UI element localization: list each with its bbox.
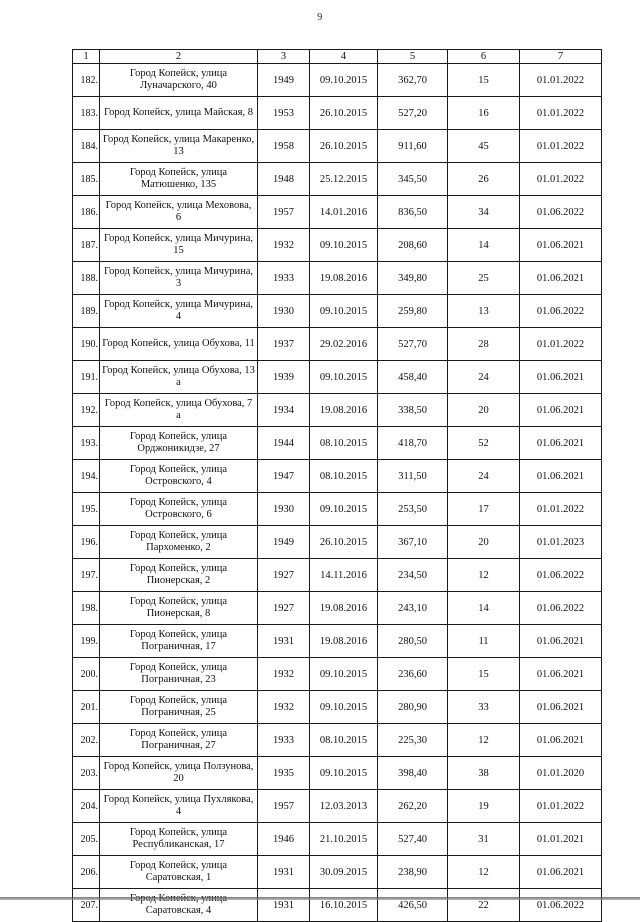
build-year-cell: 1932 bbox=[258, 229, 310, 262]
area-cell: 398,40 bbox=[378, 757, 448, 790]
date-cell: 08.10.2015 bbox=[310, 427, 378, 460]
row-number-cell: 195. bbox=[73, 493, 100, 526]
area-cell: 243,10 bbox=[378, 592, 448, 625]
build-year-cell: 1933 bbox=[258, 724, 310, 757]
build-year-cell: 1958 bbox=[258, 130, 310, 163]
build-year-cell: 1949 bbox=[258, 526, 310, 559]
area-cell: 259,80 bbox=[378, 295, 448, 328]
count-cell: 26 bbox=[448, 163, 520, 196]
count-cell: 22 bbox=[448, 889, 520, 922]
date-cell: 19.08.2016 bbox=[310, 262, 378, 295]
area-cell: 238,90 bbox=[378, 856, 448, 889]
date-cell: 21.10.2015 bbox=[310, 823, 378, 856]
area-cell: 426,50 bbox=[378, 889, 448, 922]
build-year-cell: 1953 bbox=[258, 97, 310, 130]
row-number-cell: 204. bbox=[73, 790, 100, 823]
table-body bbox=[73, 64, 602, 922]
date-cell: 16.10.2015 bbox=[310, 889, 378, 922]
deadline-cell: 01.06.2022 bbox=[520, 196, 602, 229]
area-cell: 527,20 bbox=[378, 97, 448, 130]
area-cell: 338,50 bbox=[378, 394, 448, 427]
date-cell: 26.10.2015 bbox=[310, 97, 378, 130]
row-number-cell: 198. bbox=[73, 592, 100, 625]
address-cell: Город Копейск, улица Обухова, 11 bbox=[100, 328, 258, 361]
build-year-cell: 1932 bbox=[258, 691, 310, 724]
deadline-cell: 01.06.2021 bbox=[520, 724, 602, 757]
area-cell: 349,80 bbox=[378, 262, 448, 295]
address-cell: Город Копейск, улица Мичурина, 15 bbox=[100, 229, 258, 262]
count-cell: 28 bbox=[448, 328, 520, 361]
deadline-cell: 01.06.2021 bbox=[520, 658, 602, 691]
build-year-cell: 1927 bbox=[258, 592, 310, 625]
deadline-cell: 01.01.2022 bbox=[520, 328, 602, 361]
build-year-cell: 1948 bbox=[258, 163, 310, 196]
address-cell: Город Копейск, улица Меховова, 6 bbox=[100, 196, 258, 229]
build-year-cell: 1947 bbox=[258, 460, 310, 493]
count-cell: 12 bbox=[448, 724, 520, 757]
row-number-cell: 207. bbox=[73, 889, 100, 922]
date-cell: 09.10.2015 bbox=[310, 691, 378, 724]
address-cell: Город Копейск, улица Пограничная, 17 bbox=[100, 625, 258, 658]
count-cell: 13 bbox=[448, 295, 520, 328]
count-cell: 24 bbox=[448, 361, 520, 394]
address-cell: Город Копейск, улица Майская, 8 bbox=[100, 97, 258, 130]
column-header: 2 bbox=[100, 50, 258, 64]
row-number-cell: 182. bbox=[73, 64, 100, 97]
date-cell: 09.10.2015 bbox=[310, 757, 378, 790]
build-year-cell: 1935 bbox=[258, 757, 310, 790]
deadline-cell: 01.06.2021 bbox=[520, 427, 602, 460]
date-cell: 19.08.2016 bbox=[310, 592, 378, 625]
deadline-cell: 01.06.2022 bbox=[520, 559, 602, 592]
table-row bbox=[73, 526, 602, 559]
build-year-cell: 1931 bbox=[258, 856, 310, 889]
build-year-cell: 1930 bbox=[258, 493, 310, 526]
column-number-row bbox=[73, 50, 602, 64]
column-header: 4 bbox=[310, 50, 378, 64]
deadline-cell: 01.06.2021 bbox=[520, 361, 602, 394]
table-row bbox=[73, 790, 602, 823]
row-number-cell: 185. bbox=[73, 163, 100, 196]
area-cell: 362,70 bbox=[378, 64, 448, 97]
deadline-cell: 01.01.2022 bbox=[520, 97, 602, 130]
area-cell: 280,50 bbox=[378, 625, 448, 658]
deadline-cell: 01.06.2022 bbox=[520, 592, 602, 625]
table-row bbox=[73, 229, 602, 262]
date-cell: 09.10.2015 bbox=[310, 64, 378, 97]
row-number-cell: 205. bbox=[73, 823, 100, 856]
count-cell: 24 bbox=[448, 460, 520, 493]
area-cell: 234,50 bbox=[378, 559, 448, 592]
area-cell: 836,50 bbox=[378, 196, 448, 229]
count-cell: 15 bbox=[448, 64, 520, 97]
address-cell: Город Копейск, улица Пограничная, 27 bbox=[100, 724, 258, 757]
row-number-cell: 199. bbox=[73, 625, 100, 658]
column-header: 3 bbox=[258, 50, 310, 64]
count-cell: 11 bbox=[448, 625, 520, 658]
table-row bbox=[73, 328, 602, 361]
row-number-cell: 202. bbox=[73, 724, 100, 757]
deadline-cell: 01.06.2021 bbox=[520, 691, 602, 724]
build-year-cell: 1931 bbox=[258, 889, 310, 922]
build-year-cell: 1939 bbox=[258, 361, 310, 394]
build-year-cell: 1944 bbox=[258, 427, 310, 460]
deadline-cell: 01.01.2023 bbox=[520, 526, 602, 559]
build-year-cell: 1930 bbox=[258, 295, 310, 328]
address-cell: Город Копейск, улица Пограничная, 25 bbox=[100, 691, 258, 724]
table-row bbox=[73, 97, 602, 130]
table-row bbox=[73, 592, 602, 625]
date-cell: 26.10.2015 bbox=[310, 130, 378, 163]
date-cell: 09.10.2015 bbox=[310, 229, 378, 262]
row-number-cell: 184. bbox=[73, 130, 100, 163]
row-number-cell: 186. bbox=[73, 196, 100, 229]
area-cell: 225,30 bbox=[378, 724, 448, 757]
table-row bbox=[73, 460, 602, 493]
column-header: 1 bbox=[73, 50, 100, 64]
address-cell: Саратовская, 4 bbox=[100, 889, 258, 922]
area-cell: 208,60 bbox=[378, 229, 448, 262]
address-cell: Город Копейск, улица Макаренко, 13 bbox=[100, 130, 258, 163]
area-cell: 262,20 bbox=[378, 790, 448, 823]
count-cell: 14 bbox=[448, 229, 520, 262]
table-row bbox=[73, 724, 602, 757]
address-cell: Город Копейск, улица Пухлякова, 4 bbox=[100, 790, 258, 823]
page-bottom-edge bbox=[0, 897, 640, 900]
table-row bbox=[73, 361, 602, 394]
area-cell: 345,50 bbox=[378, 163, 448, 196]
address-cell: Город Копейск, улица Луначарского, 40 bbox=[100, 64, 258, 97]
deadline-cell: 01.06.2021 bbox=[520, 460, 602, 493]
address-cell: Город Копейск, улица Республиканская, 17 bbox=[100, 823, 258, 856]
column-header: 7 bbox=[520, 50, 602, 64]
date-cell: 25.12.2015 bbox=[310, 163, 378, 196]
table-row bbox=[73, 163, 602, 196]
deadline-cell: 01.06.2021 bbox=[520, 394, 602, 427]
build-year-cell: 1949 bbox=[258, 64, 310, 97]
table-row bbox=[73, 889, 602, 922]
date-cell: 09.10.2015 bbox=[310, 295, 378, 328]
count-cell: 20 bbox=[448, 394, 520, 427]
table-row bbox=[73, 394, 602, 427]
deadline-cell: 01.01.2022 bbox=[520, 64, 602, 97]
count-cell: 15 bbox=[448, 658, 520, 691]
table-row bbox=[73, 559, 602, 592]
build-year-cell: 1957 bbox=[258, 790, 310, 823]
count-cell: 33 bbox=[448, 691, 520, 724]
deadline-cell: 01.01.2022 bbox=[520, 163, 602, 196]
column-header: 6 bbox=[448, 50, 520, 64]
count-cell: 12 bbox=[448, 856, 520, 889]
build-year-cell: 1932 bbox=[258, 658, 310, 691]
date-cell: 08.10.2015 bbox=[310, 724, 378, 757]
row-number-cell: 190. bbox=[73, 328, 100, 361]
area-cell: 911,60 bbox=[378, 130, 448, 163]
count-cell: 45 bbox=[448, 130, 520, 163]
area-cell: 280,90 bbox=[378, 691, 448, 724]
housing-register-table bbox=[72, 49, 602, 922]
table-row bbox=[73, 427, 602, 460]
area-cell: 418,70 bbox=[378, 427, 448, 460]
address-cell: Город Копейск, улица Пограничная, 23 bbox=[100, 658, 258, 691]
table-row bbox=[73, 130, 602, 163]
deadline-cell: 01.06.2021 bbox=[520, 625, 602, 658]
area-cell: 236,60 bbox=[378, 658, 448, 691]
date-cell: 09.10.2015 bbox=[310, 361, 378, 394]
row-number-cell: 203. bbox=[73, 757, 100, 790]
address-cell: Город Копейск, улица Пархоменко, 2 bbox=[100, 526, 258, 559]
address-cell: Город Копейск, улица Орджоникидзе, 27 bbox=[100, 427, 258, 460]
area-cell: 253,50 bbox=[378, 493, 448, 526]
count-cell: 25 bbox=[448, 262, 520, 295]
date-cell: 09.10.2015 bbox=[310, 493, 378, 526]
count-cell: 17 bbox=[448, 493, 520, 526]
table-row bbox=[73, 493, 602, 526]
table-row bbox=[73, 856, 602, 889]
address-cell: Город Копейск, улица Пионерская, 8 bbox=[100, 592, 258, 625]
date-cell: 14.11.2016 bbox=[310, 559, 378, 592]
table-row bbox=[73, 658, 602, 691]
date-cell: 19.08.2016 bbox=[310, 394, 378, 427]
date-cell: 12.03.2013 bbox=[310, 790, 378, 823]
date-cell: 26.10.2015 bbox=[310, 526, 378, 559]
address-cell: Город Копейск, улица Саратовская, 1 bbox=[100, 856, 258, 889]
table-row bbox=[73, 691, 602, 724]
row-number-cell: 189. bbox=[73, 295, 100, 328]
deadline-cell: 01.06.2022 bbox=[520, 889, 602, 922]
deadline-cell: 01.01.2020 bbox=[520, 757, 602, 790]
count-cell: 52 bbox=[448, 427, 520, 460]
build-year-cell: 1933 bbox=[258, 262, 310, 295]
area-cell: 527,40 bbox=[378, 823, 448, 856]
build-year-cell: 1937 bbox=[258, 328, 310, 361]
build-year-cell: 1927 bbox=[258, 559, 310, 592]
deadline-cell: 01.01.2022 bbox=[520, 493, 602, 526]
table-row bbox=[73, 295, 602, 328]
deadline-cell: 01.01.2021 bbox=[520, 823, 602, 856]
area-cell: 458,40 bbox=[378, 361, 448, 394]
address-cell: Город Копейск, улица Островского, 4 bbox=[100, 460, 258, 493]
count-cell: 19 bbox=[448, 790, 520, 823]
date-cell: 09.10.2015 bbox=[310, 658, 378, 691]
build-year-cell: 1934 bbox=[258, 394, 310, 427]
build-year-cell: 1957 bbox=[258, 196, 310, 229]
row-number-cell: 187. bbox=[73, 229, 100, 262]
count-cell: 14 bbox=[448, 592, 520, 625]
row-number-cell: 191. bbox=[73, 361, 100, 394]
area-cell: 311,50 bbox=[378, 460, 448, 493]
row-number-cell: 192. bbox=[73, 394, 100, 427]
deadline-cell: 01.01.2022 bbox=[520, 130, 602, 163]
address-cell: Город Копейск, улица Мичурина, 3 bbox=[100, 262, 258, 295]
address-cell: Город Копейск, улица Обухова, 13 а bbox=[100, 361, 258, 394]
address-cell: Город Копейск, улица Матюшенко, 135 bbox=[100, 163, 258, 196]
area-cell: 527,70 bbox=[378, 328, 448, 361]
deadline-cell: 01.06.2021 bbox=[520, 856, 602, 889]
row-number-cell: 188. bbox=[73, 262, 100, 295]
address-cell: Город Копейск, улица Ползунова, 20 bbox=[100, 757, 258, 790]
table-row bbox=[73, 757, 602, 790]
count-cell: 20 bbox=[448, 526, 520, 559]
row-number-cell: 206. bbox=[73, 856, 100, 889]
date-cell: 08.10.2015 bbox=[310, 460, 378, 493]
build-year-cell: 1946 bbox=[258, 823, 310, 856]
table-row bbox=[73, 823, 602, 856]
row-number-cell: 196. bbox=[73, 526, 100, 559]
row-number-cell: 183. bbox=[73, 97, 100, 130]
address-cell: Город Копейск, улица Обухова, 7 а bbox=[100, 394, 258, 427]
row-number-cell: 193. bbox=[73, 427, 100, 460]
row-number-cell: 200. bbox=[73, 658, 100, 691]
date-cell: 29.02.2016 bbox=[310, 328, 378, 361]
row-number-cell: 197. bbox=[73, 559, 100, 592]
address-cell: Город Копейск, улица Мичурина, 4 bbox=[100, 295, 258, 328]
address-cell: Город Копейск, улица Островского, 6 bbox=[100, 493, 258, 526]
table-row bbox=[73, 196, 602, 229]
table-row bbox=[73, 625, 602, 658]
date-cell: 19.08.2016 bbox=[310, 625, 378, 658]
count-cell: 31 bbox=[448, 823, 520, 856]
count-cell: 34 bbox=[448, 196, 520, 229]
count-cell: 38 bbox=[448, 757, 520, 790]
deadline-cell: 01.06.2021 bbox=[520, 229, 602, 262]
page-number: 9 bbox=[317, 12, 323, 23]
area-cell: 367,10 bbox=[378, 526, 448, 559]
table-row bbox=[73, 262, 602, 295]
row-number-cell: 201. bbox=[73, 691, 100, 724]
deadline-cell: 01.06.2021 bbox=[520, 262, 602, 295]
row-number-cell: 194. bbox=[73, 460, 100, 493]
count-cell: 16 bbox=[448, 97, 520, 130]
deadline-cell: 01.06.2022 bbox=[520, 295, 602, 328]
count-cell: 12 bbox=[448, 559, 520, 592]
date-cell: 30.09.2015 bbox=[310, 856, 378, 889]
column-header: 5 bbox=[378, 50, 448, 64]
deadline-cell: 01.01.2022 bbox=[520, 790, 602, 823]
build-year-cell: 1931 bbox=[258, 625, 310, 658]
address-cell: Город Копейск, улица Пионерская, 2 bbox=[100, 559, 258, 592]
table-row bbox=[73, 64, 602, 97]
date-cell: 14.01.2016 bbox=[310, 196, 378, 229]
